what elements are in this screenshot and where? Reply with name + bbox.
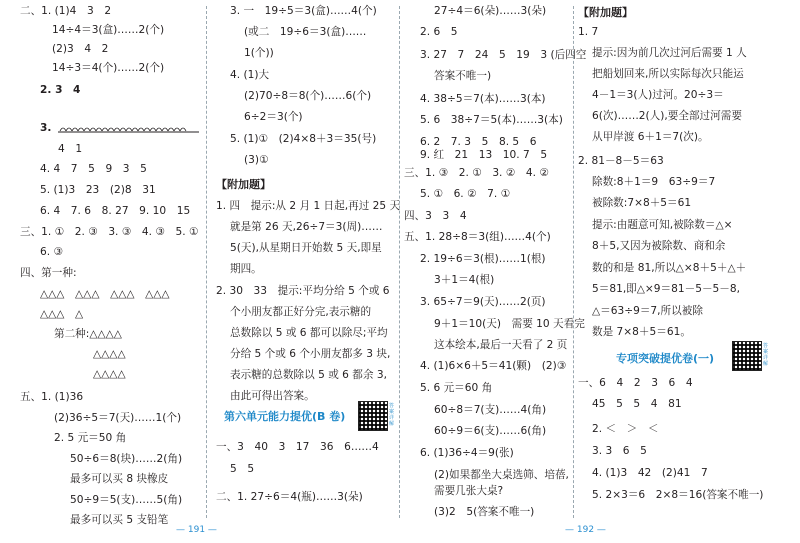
column-3 <box>402 0 587 522</box>
answer-line: 个小朋友都正好分完,表示糖的 <box>230 306 372 318</box>
triangle-row: △△△ △△△ △△△ △△△ <box>40 288 170 300</box>
answer-line: 二、1. 27÷6＝4(瓶)……3(朵) <box>216 491 363 503</box>
answer-line: 1(个)) <box>244 47 274 59</box>
answer-line: 4. (1)6×6＋5＝41(颗) (2)③ <box>420 360 567 372</box>
answer-line: (2)70÷8＝8(个)……6(个) <box>244 90 372 102</box>
qr-code[interactable] <box>732 341 762 371</box>
answer-line: 四、第一种: <box>20 267 77 279</box>
answer-line: 数的和是 81,所以△×8＋5＋△＋ <box>592 262 747 274</box>
answer-line: 数是 7×8＋5＝61。 <box>592 326 691 338</box>
answer-line: 6. (1)36÷4＝9(张) <box>420 447 514 459</box>
answer-line: 4. (1)3 42 (2)41 7 <box>592 467 708 479</box>
answer-line: 4. (1)大 <box>230 69 270 81</box>
answer-line: 除数:8＋1＝9 63÷9＝7 <box>592 176 716 188</box>
answer-line: 4. 38÷5＝7(本)……3(本) <box>420 93 546 105</box>
answer-line: 5. (1)3 23 (2)8 31 <box>40 184 156 196</box>
answer-line: 2. 3 4 <box>40 84 81 96</box>
answer-line: 三、1. ① 2. ③ 3. ③ 4. ③ 5. ① <box>20 226 199 238</box>
answer-line: 45 5 5 4 81 <box>592 398 682 410</box>
answer-line: 提示:因为前几次过河后需要 1 人 <box>592 47 747 59</box>
answer-line: (2)3 4 2 <box>52 43 109 55</box>
answer-line: 27÷4＝6(朵)……3(朵) <box>434 5 547 17</box>
answer-line: 2. 6 5 <box>420 26 458 38</box>
qr-label: 答案详解 <box>763 343 769 367</box>
answer-line: 3＋1＝4(根) <box>434 274 495 286</box>
answer-line: 5. (1)① (2)4×8＋3＝35(号) <box>230 133 377 145</box>
answer-line: 3. 一 19÷5＝3(盒)……4(个) <box>230 5 377 17</box>
answer-line: 由此可得出答案。 <box>230 390 315 402</box>
extra-questions-heading: 【附加题】 <box>216 178 271 191</box>
answer-line: 4. 4 7 5 9 3 5 <box>40 163 147 175</box>
answer-line: 5. 2×3＝6 2×8＝16(答案不唯一) <box>592 489 764 501</box>
answer-line: 期四。 <box>230 263 262 275</box>
answer-line: 从甲岸渡 6＋1＝7(次)。 <box>592 131 709 143</box>
answer-line: 2. 5 元＝50 角 <box>54 432 127 444</box>
answer-line: (或二 19÷6＝3(盒)…… <box>244 26 367 38</box>
answer-line: 14÷4＝3(盒)……2(个) <box>52 24 165 36</box>
answer-line: 三、1. ③ 2. ① 3. ② 4. ② <box>404 167 549 179</box>
answer-line: 50÷6＝8(块)……2(角) <box>70 453 183 465</box>
answer-line: 5＝81,即△×9＝81－5－5－8, <box>592 283 740 295</box>
answer-line: 一、6 4 2 3 6 4 <box>578 377 693 389</box>
answer-line: 总数除以 5 或 6 都可以除尽;平均 <box>230 327 388 339</box>
answer-line: 就是第 26 天,26÷7＝3(周)…… <box>230 221 383 233</box>
answer-line: 6(次)……2(人),要全部过河需要 <box>592 110 742 122</box>
answer-line: 4 1 <box>58 143 83 155</box>
answer-line: 五、1. (1)36 <box>20 391 84 403</box>
answer-line: 2. ＜ ＞ ＜ <box>592 423 659 435</box>
extra-questions-heading: 【附加题】 <box>578 6 633 19</box>
answer-line: 5(天),从星期日开始数 5 天,即星 <box>230 242 382 254</box>
answer-line: 最多可以买 8 块橡皮 <box>70 473 169 485</box>
column-divider <box>206 6 207 518</box>
triangle-row: 第二种:△△△△ <box>54 328 122 340</box>
qr-code[interactable] <box>358 401 388 431</box>
answer-line: (3)2 5(答案不唯一) <box>434 506 535 518</box>
answer-line: 5. 6 元＝60 角 <box>420 382 493 394</box>
answer-line: 五、1. 28÷8＝3(组)……4(个) <box>404 231 551 243</box>
page-number-right: — 192 — <box>565 525 606 535</box>
column-4 <box>576 0 800 522</box>
answer-line: 把船划回来,所以实际每次只能运 <box>592 68 744 80</box>
answer-line: 3. 3 6 5 <box>592 445 647 457</box>
answer-line: 5. ① 6. ② 7. ① <box>420 188 511 200</box>
answer-line: △＝63÷9＝7,所以被除 <box>592 305 703 317</box>
answer-line: 2. 30 33 提示:平均分给 5 个或 6 <box>216 285 390 297</box>
answer-line: 5 5 <box>230 463 255 475</box>
qr-label: 答案详解 <box>389 403 395 427</box>
column-2 <box>208 0 401 522</box>
number-line-diagram <box>56 116 202 140</box>
column-divider <box>573 6 574 518</box>
column-1 <box>0 0 205 526</box>
answer-line: 分给 5 个或 6 个小朋友都多 3 块, <box>230 348 391 360</box>
answer-line: 50÷9＝5(支)……5(角) <box>70 494 183 506</box>
answer-line: 3. 65÷7＝9(天)……2(页) <box>420 296 546 308</box>
triangle-row: △△△ △ <box>40 308 84 320</box>
answer-line: (3)① <box>244 154 269 166</box>
section-title: 专项突破提优卷(一) <box>616 352 715 365</box>
answer-line: 60÷8＝7(支)……4(角) <box>434 404 547 416</box>
answer-line: (2)如果都坐大桌选筛、培蓓, <box>434 469 569 481</box>
answer-line: 6. 2 7. 3 5 8. 5 6 <box>420 136 537 148</box>
column-divider <box>399 6 400 518</box>
answer-line: 8＋5,又因为被除数、商和余 <box>592 240 726 252</box>
answer-line: 5. 6 38÷7＝5(本)……3(本) <box>420 114 563 126</box>
answer-line: (2)36÷5＝7(天)……1(个) <box>54 412 182 424</box>
answer-line: 一、3 40 3 17 36 6……4 <box>216 441 379 453</box>
answer-line: 3. <box>40 122 52 134</box>
answer-line: 答案不唯一) <box>434 70 492 82</box>
answer-line: 四、3 3 4 <box>404 210 467 222</box>
answer-line: 9＋1＝10(天) 需要 10 天看完 <box>434 318 585 330</box>
triangle-row: △△△△ <box>93 368 126 380</box>
answer-line: 6. 4 7. 6 8. 27 9. 10 15 <box>40 205 191 217</box>
answer-line: 3. 27 7 24 5 19 3 (后四空 <box>420 49 587 61</box>
answer-line: 6. ③ <box>40 246 63 258</box>
answer-line: 表示糖的总数除以 5 或 6 都余 3, <box>230 369 387 381</box>
section-title: 第六单元能力提优(B 卷) <box>224 410 346 423</box>
answer-line: 6÷2＝3(个) <box>244 111 303 123</box>
answer-line: 4－1＝3(人)过河。20÷3＝ <box>592 89 724 101</box>
triangle-row: △△△△ <box>93 348 126 360</box>
page-number-left: — 191 — <box>176 525 217 535</box>
answer-line: 需要几张大桌? <box>434 485 504 497</box>
answer-line: 被除数:7×8＋5＝61 <box>592 197 692 209</box>
answer-line: 2. 19÷6＝3(根)……1(根) <box>420 253 546 265</box>
answer-line: 60÷9＝6(支)……6(角) <box>434 425 547 437</box>
answer-line: 提示:由题意可知,被除数＝△× <box>592 219 733 231</box>
answer-line: 14÷3＝4(个)……2(个) <box>52 62 165 74</box>
answer-line: 1. 7 <box>578 26 599 38</box>
answer-line: 二、1. (1)4 3 2 <box>20 5 112 17</box>
answer-line: 1. 四 提示:从 2 月 1 日起,再过 25 天 <box>216 200 401 212</box>
answer-line: 这本绘本,最后一天看了 2 页 <box>434 339 568 351</box>
answer-line: 2. 81－8－5＝63 <box>578 155 664 167</box>
answer-line: 9. 红 21 13 10. 7 5 <box>420 149 548 161</box>
answer-line: 最多可以买 5 支铅笔 <box>70 514 169 526</box>
